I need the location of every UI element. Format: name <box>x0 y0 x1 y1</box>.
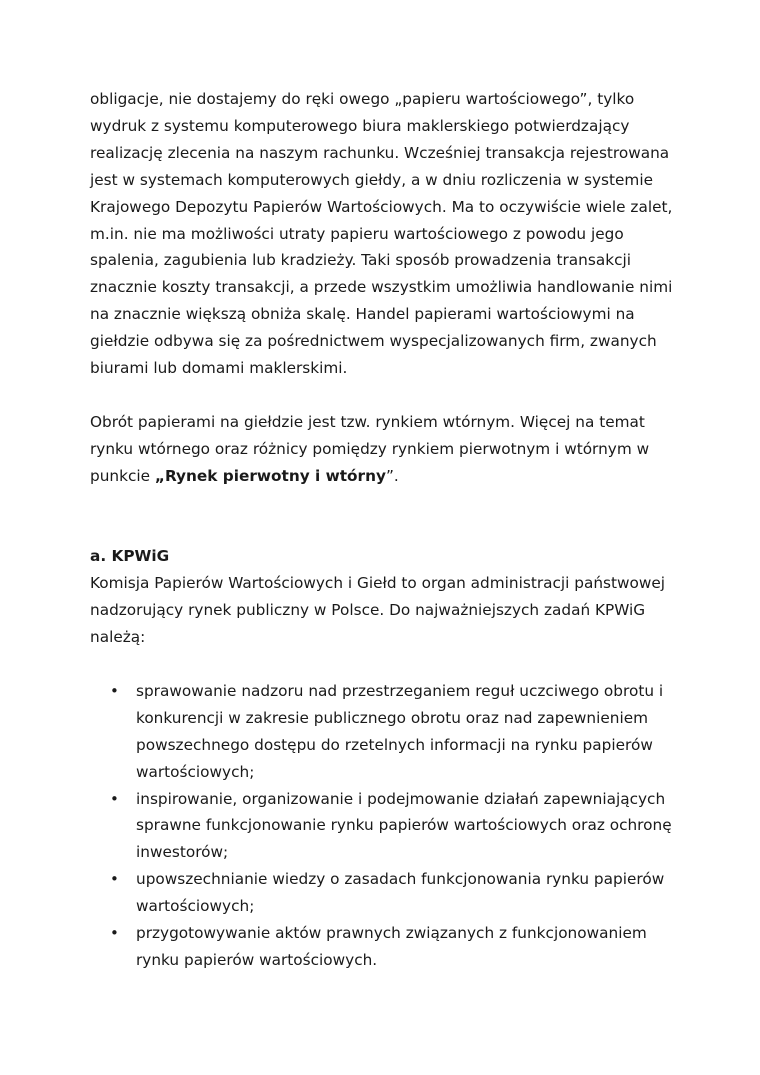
list-item <box>90 786 680 867</box>
bullet-icon: • <box>110 870 119 889</box>
list-item-text: upowszechnianie wiedzy o zasadach funkcjonowania rynku papierów wartościowych; <box>136 870 665 916</box>
bullet-icon: • <box>110 924 119 943</box>
list-item-text: inspirowanie, organizowanie i podejmowanie działań zapewniających sprawne funkcjonowanie rynku papierów wartościowych oraz ochronę inwestorów; <box>136 789 672 862</box>
bullet-icon: • <box>110 789 119 808</box>
paragraph-secondary-market-text: Obrót papierami na giełdzie jest tzw. rynkiem wtórnym. Więcej na temat rynku wtórnego oraz różnicy pomiędzy rynkiem pierwotnym i wtórnym w punkcie <box>90 412 650 485</box>
list-item <box>90 920 680 974</box>
list-item <box>90 678 680 786</box>
document-page <box>90 86 680 974</box>
paragraph-kpwig-intro: Komisja Papierów Wartościowych i Giełd to organ administracji państwowej nadzorujący rynek publiczny w Polsce. Do najważniejszych zadań KPWiG należą: <box>90 574 666 647</box>
paragraph-secondary-market-end: ”. <box>385 466 399 485</box>
paragraph-spacer <box>90 382 680 409</box>
paragraph-depository: obligacje, nie dostajemy do ręki owego „papieru wartościowego”, tylko wydruk z systemu komputerowego biura maklerskiego potwierdzający realizację zlecenia na naszym rachunku. Wcześniej transakcja rejestrowana jest w systemach komputerowych giełdy, a w dniu rozliczenia w systemie Krajowego Depozytu Papierów Wartościowych. Ma to oczywiście wiele zalet, m.in. nie ma możliwości utraty papieru wartościowego z powodu jego spalenia, zagubienia lub kradzieży. Taki sposób prowadzenia transakcji znacznie koszty transakcji, a przede wszystkim umożliwia handlowanie nimi na znacznie większą obniża skalę. Handel papierami wartościowymi na giełdzie odbywa się za pośrednictwem wyspecjalizowanych firm, zwanych biurami lub domami maklerskimi. <box>90 90 673 378</box>
list-item-text: sprawowanie nadzoru nad przestrzeganiem reguł uczciwego obrotu i konkurencji w zakresie publicznego obrotu oraz nad zapewnieniem powszechnego dostępu do rzetelnych informacji na rynku papierów wartościowych; <box>136 681 664 781</box>
section-spacer <box>90 490 680 544</box>
list-item-text: przygotowywanie aktów prawnych związanych z funkcjonowaniem rynku papierów wartościowych. <box>136 924 647 969</box>
kpwig-tasks-list <box>90 678 680 974</box>
paragraph-spacer <box>90 651 680 678</box>
cross-reference-primary-secondary-market: „Rynek pierwotny i wtórny <box>154 466 386 485</box>
list-item <box>90 866 680 920</box>
section-heading-kpwig: a. KPWiG <box>90 547 170 566</box>
bullet-icon: • <box>110 681 119 700</box>
paragraph-secondary-market <box>90 409 680 490</box>
